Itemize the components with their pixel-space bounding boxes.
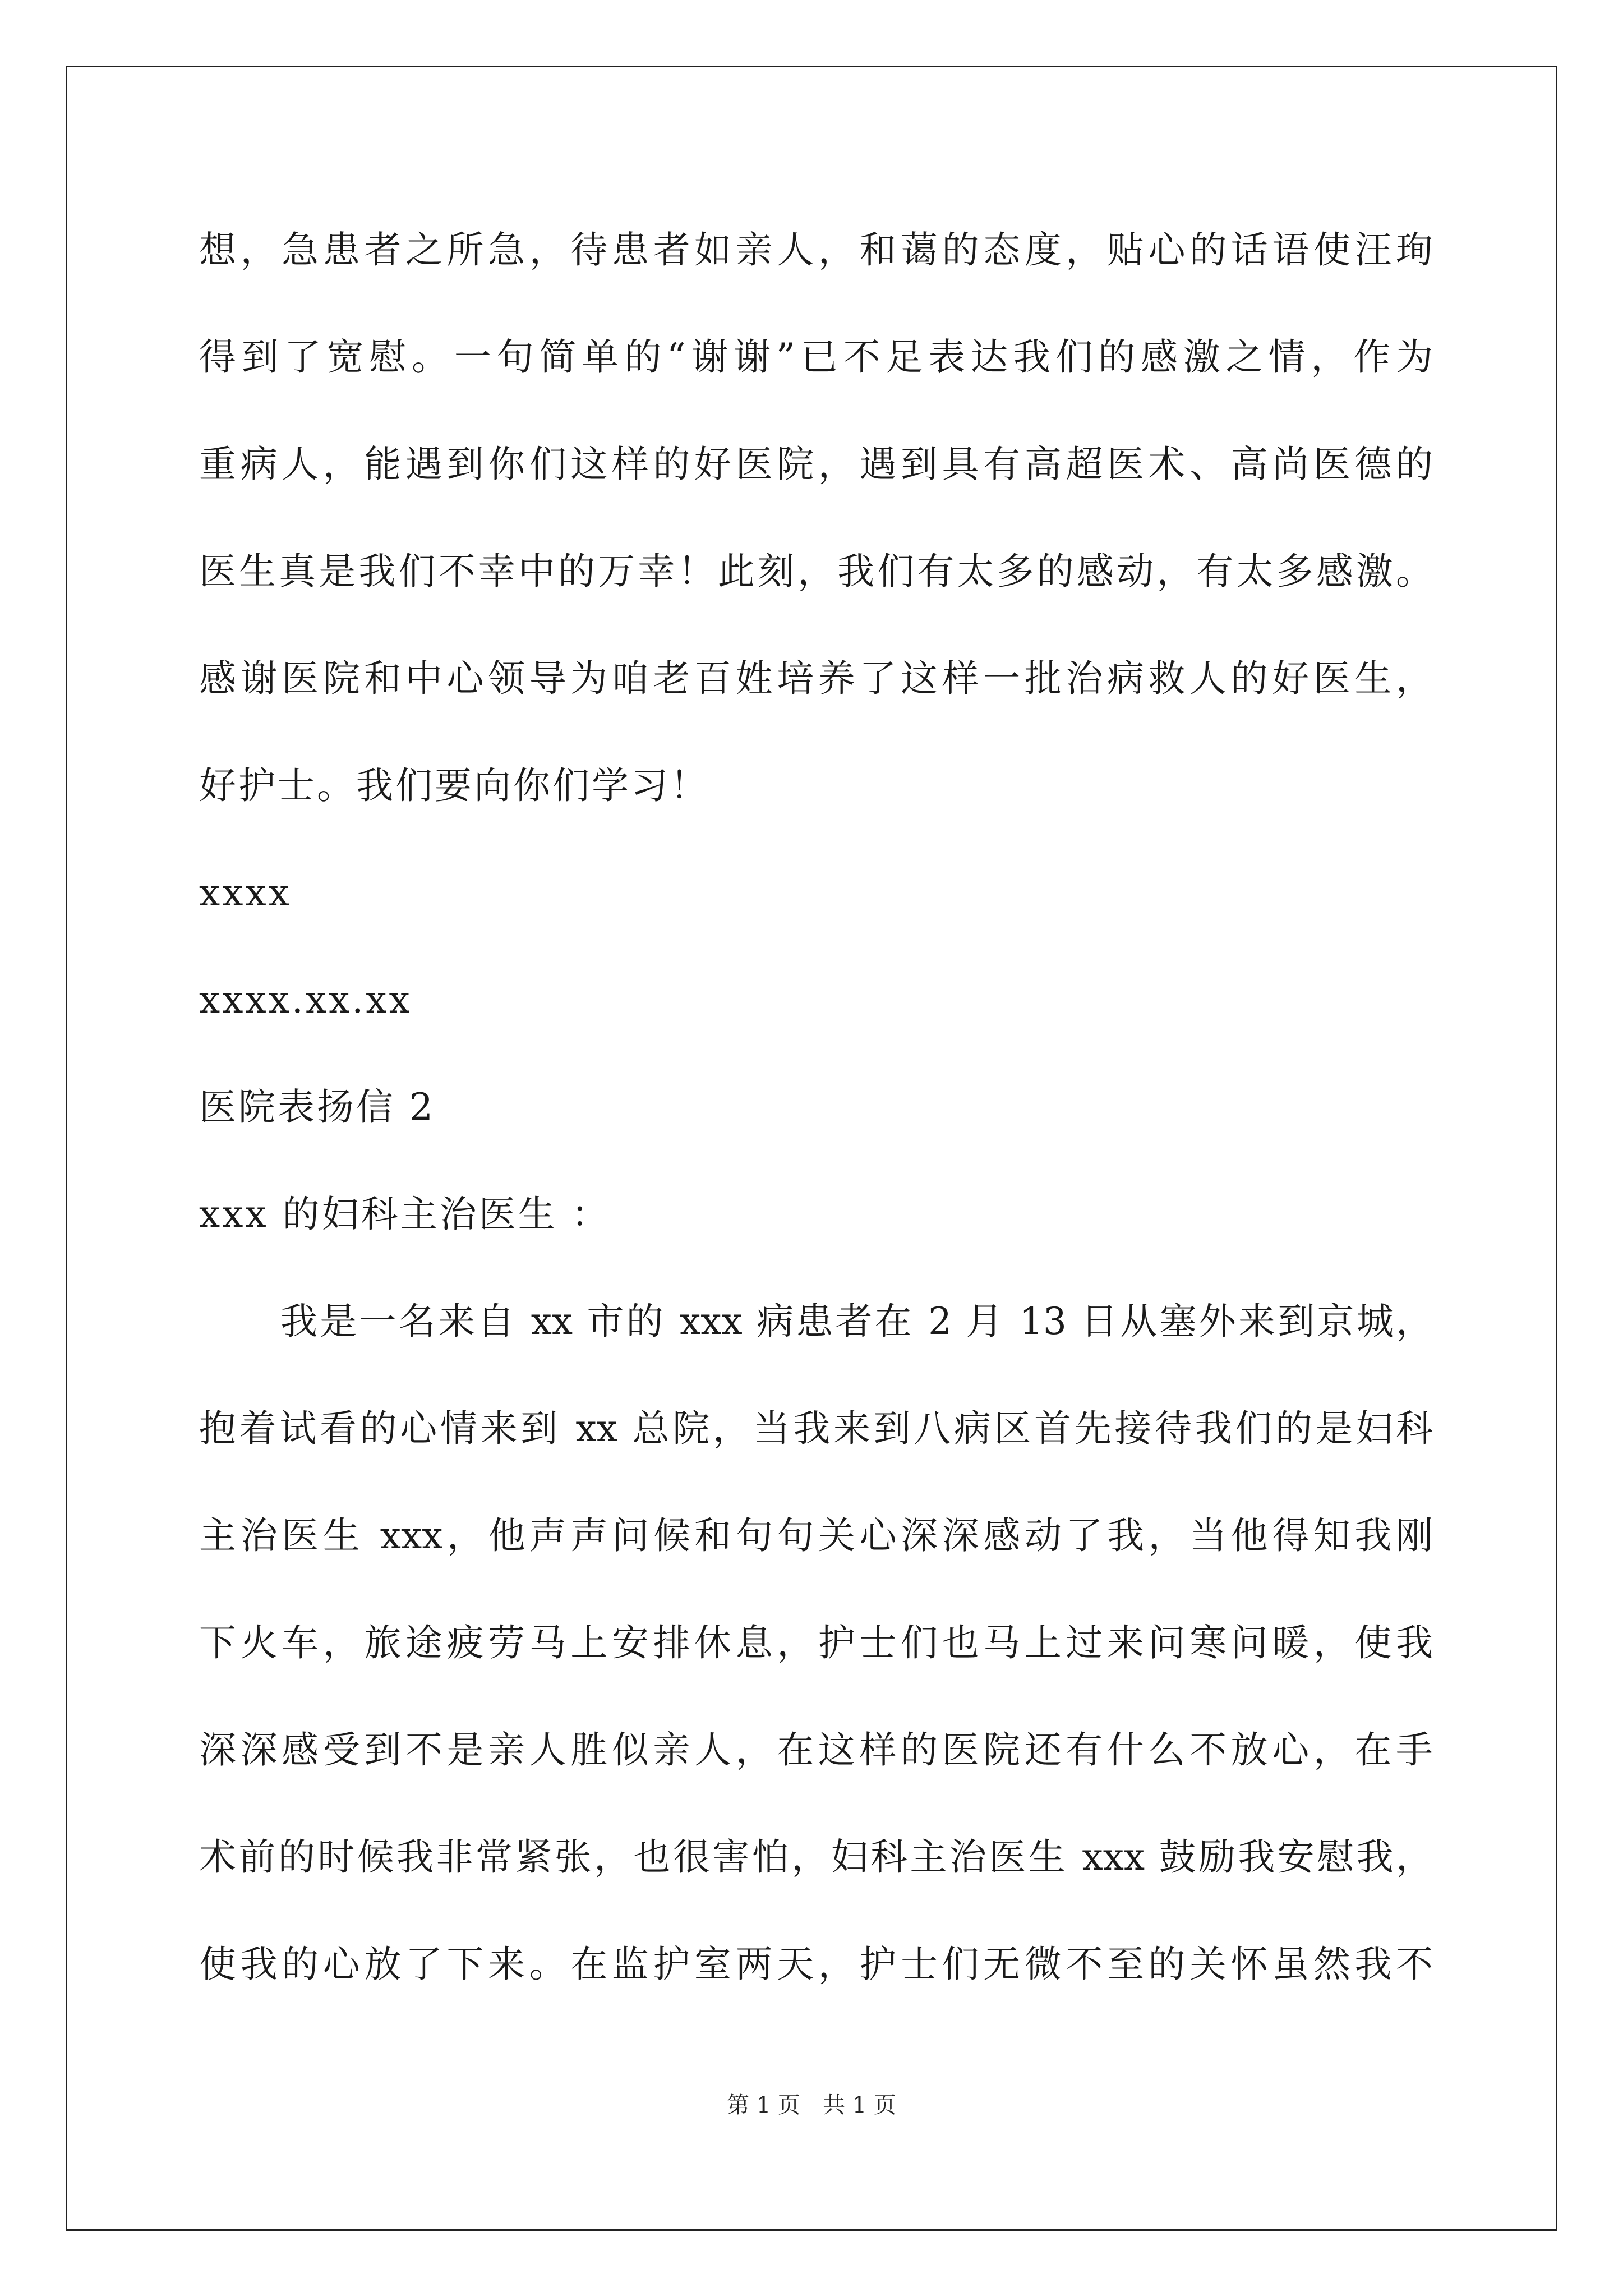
text-line: 抱着试看的心情来到 xx 总院，当我来到八病区首先接待我们的是妇科 (199, 1407, 1433, 1450)
text-line: 主治医生 xxx，他声声问候和句句关心深深感动了我，当他得知我刚 (199, 1514, 1433, 1557)
text-line: 下火车，旅途疲劳马上安排休息，护士们也马上过来问寒问暖，使我 (199, 1621, 1433, 1664)
section-title: 医院表扬信 2 (199, 1085, 435, 1129)
text-line: 术前的时候我非常紧张，也很害怕，妇科主治医生 xxx 鼓励我安慰我， (199, 1835, 1433, 1879)
text-line: 好护士。我们要向你们学习！ (199, 764, 709, 807)
text-line: 得到了宽慰。一句简单的“谢谢”已不足表达我们的感激之情，作为 (199, 335, 1433, 379)
text-line: 深深感受到不是亲人胜似亲人，在这样的医院还有什么不放心，在手 (199, 1728, 1433, 1772)
signature-date: xxxx.xx.xx (199, 978, 412, 1022)
text-line: 我是一名来自 xx 市的 xxx 病患者在 2 月 13 日从塞外来到京城， (280, 1300, 1433, 1343)
page-number: 第 1 页 共 1 页 (727, 2092, 896, 2118)
text-line: 感谢医院和中心领导为咱老百姓培养了这样一批治病救人的好医生， (199, 657, 1433, 700)
text-line: 想，急患者之所急，待患者如亲人，和蔼的态度，贴心的话语使汪珣 (199, 228, 1433, 272)
page-border (66, 66, 1557, 2231)
text-line: 医生真是我们不幸中的万幸！此刻，我们有太多的感动，有太多感激。 (199, 550, 1433, 593)
salutation: xxx 的妇科主治医生 ： (199, 1193, 611, 1236)
signature-name: xxxx (199, 871, 292, 914)
text-line: 使我的心放了下来。在监护室两天，护士们无微不至的关怀虽然我不 (199, 1943, 1433, 1986)
text-line: 重病人，能遇到你们这样的好医院，遇到具有高超医术、高尚医德的 (199, 443, 1433, 486)
